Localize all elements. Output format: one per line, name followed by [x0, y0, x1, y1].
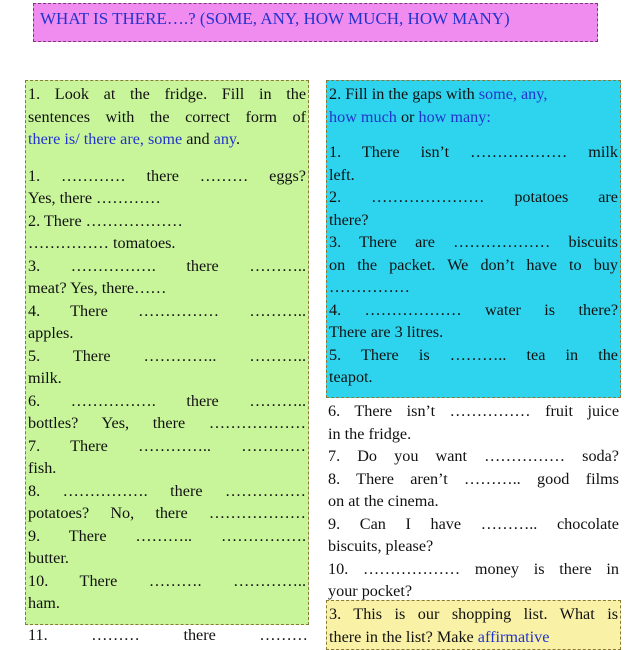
exercise-1-line: apples.: [28, 324, 74, 342]
keyword-affirmative: affirmative: [477, 627, 550, 646]
exercise-2-line: 4. ……………… water is there?: [329, 300, 618, 319]
exercise-2-line: 2. ………………… potatoes are: [329, 188, 618, 206]
exercise-2-line: 3. There are ……………… biscuits: [329, 233, 618, 251]
keyword-there-is-there-are-some: there is/ there are, some: [28, 130, 183, 148]
exercise-2-line: biscuits, please?: [328, 537, 434, 555]
keyword-any: any: [213, 130, 236, 148]
keyword-how-much: how much: [329, 107, 397, 126]
exercise-1-instruction-line-2: sentences with the correct form of: [28, 107, 306, 126]
exercise-3-instruction-line-2: [329, 626, 618, 649]
exercise-1-line: meat? Yes, there……: [28, 279, 167, 297]
exercise-2-line: There are 3 litres.: [329, 323, 444, 341]
worksheet-title: WHAT IS THERE….? (SOME, ANY, HOW MUCH, HOW MANY): [33, 3, 598, 42]
keyword-some-any: some, any,: [478, 85, 548, 103]
exercise-1-line: ham.: [28, 594, 60, 612]
exercise-2-line: there?: [329, 210, 369, 229]
exercise-2-instruction-line-2: [329, 106, 618, 129]
exercise-1-line: Yes, there …………: [28, 189, 161, 207]
exercise-2-continued: [326, 398, 621, 600]
instruction-colon: :: [486, 107, 491, 126]
exercise-1-instruction-line-1: 1. Look at the fridge. Fill in the: [28, 85, 306, 103]
exercise-2-line: on the packet. We don’t have to buy: [329, 255, 618, 274]
exercise-3-instruction-line-1: 3. This is our shopping list. What is: [329, 605, 618, 623]
instruction-and: and: [182, 130, 214, 148]
exercise-2-line: teapot.: [329, 368, 373, 386]
exercise-1-line: 5. There ………….. ………..: [28, 346, 306, 365]
exercise-1-line: butter.: [28, 549, 69, 567]
exercise-1-cut-line: 11. ……… there ………: [28, 626, 308, 644]
exercise-2-box: [326, 80, 621, 398]
exercise-2-line: 5. There is ……….. tea in the: [329, 345, 618, 364]
exercise-2-line: 9. Can I have ……….. chocolate: [328, 514, 619, 533]
exercise-2-line: 1. There isn’t ……………… milk: [329, 143, 618, 161]
exercise-2-line: 7. Do you want …………… soda?: [328, 447, 619, 465]
exercise-1-line: 8. ……………. there ……………: [28, 481, 306, 500]
exercise-1-line: 3. ……………. there ………..: [28, 256, 306, 275]
exercise-2-line: ……………: [329, 278, 410, 296]
exercise-2-line: your pocket?: [328, 582, 413, 600]
exercise-1-line: 4. There …………… ………..: [28, 301, 306, 320]
exercise-1-line: milk.: [28, 369, 62, 387]
exercise-2-line: 8. There aren’t ……….. good films: [328, 469, 619, 488]
exercise-1-line: 9. There ……….. …………….: [28, 526, 306, 545]
exercise-1-line: potatoes? No, there ………………: [28, 504, 306, 522]
instruction-or: or: [396, 107, 419, 126]
exercise-3-box: [326, 600, 621, 650]
exercise-1-line: 6. ……………. there ………..: [28, 391, 306, 410]
exercise-1-line: 2. There ………………: [28, 211, 183, 230]
exercise-1-line: 10. There ………. …………..: [28, 571, 306, 590]
exercise-1-line: fish.: [28, 459, 57, 477]
page-edge: [633, 0, 640, 640]
exercise-1-line: 1. ………… there ……… eggs?: [28, 166, 306, 185]
exercise-2-line: left.: [329, 165, 355, 184]
exercise-2-instruction-line-1: [329, 83, 618, 106]
exercise-1-box: [25, 80, 309, 625]
exercise-2-line: 10. ……………… money is there in: [328, 559, 619, 578]
exercise-1-line: 7. There ………….. …………: [28, 436, 306, 455]
instruction-text: 2. Fill in the gaps with: [329, 85, 479, 103]
instruction-text: there in the list? Make: [329, 627, 478, 646]
exercise-2-line: in the fridge.: [328, 424, 412, 443]
exercise-2-line: on at the cinema.: [328, 492, 439, 510]
keyword-how-many: how many: [418, 107, 487, 126]
exercise-1-line: bottles? Yes, there ………………: [28, 414, 306, 432]
exercise-2-line: 6. There isn’t …………… fruit juice: [328, 402, 619, 420]
exercise-1-instruction-line-3: [28, 128, 306, 151]
instruction-period: .: [235, 130, 241, 148]
exercise-1-line: …………… tomatoes.: [28, 234, 176, 252]
